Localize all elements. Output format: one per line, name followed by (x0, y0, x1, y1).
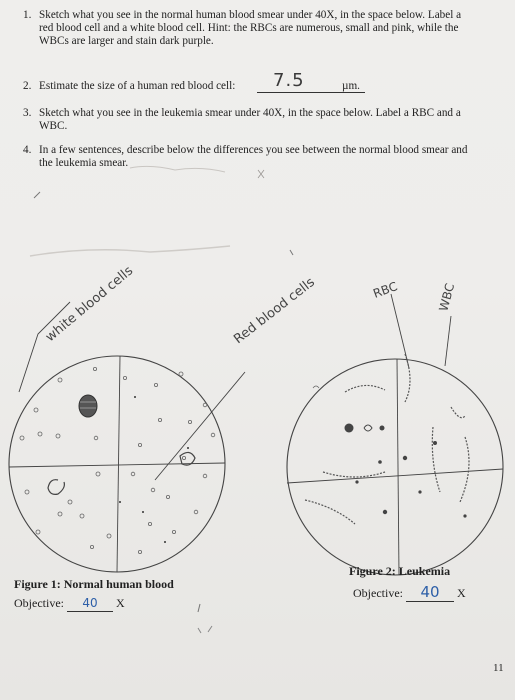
stray-pencil-marks (190, 600, 250, 640)
label-white-blood-cells: white blood cells (42, 263, 137, 346)
label-rbc: RBC (371, 279, 400, 301)
question-text: Estimate the size of a human red blood cell: (39, 80, 236, 92)
question-1 (23, 9, 503, 49)
objective-value-handwritten: 40 (420, 583, 440, 601)
white-blood-cells (345, 424, 467, 518)
question-text-line: Sketch what you see in the leukemia smear under 40X, in the space below. Label a RBC and a (39, 107, 461, 119)
question-3 (23, 107, 503, 135)
microscope-field-circle (287, 359, 503, 575)
figure-2-objective (353, 583, 466, 602)
objective-blank (406, 583, 454, 602)
leukemia-cell-chains (305, 354, 469, 524)
leukemia-smear-sketch (265, 262, 515, 562)
figure-2-caption: Figure 2: Leukemia (349, 564, 451, 578)
label-wbc: WBC (436, 281, 458, 313)
question-text-line: In a few sentences, describe below the differences you see between the normal blood smear and (39, 144, 468, 156)
objective-blank (67, 596, 113, 612)
white-blood-cell (79, 395, 97, 417)
objective-label: Objective: (353, 586, 403, 600)
question-number: 2. (23, 80, 32, 92)
objective-unit: X (456, 586, 466, 600)
figure-1-objective (14, 596, 125, 612)
question-text-line: WBCs are larger and stain dark purple. (39, 35, 214, 47)
question-text-line: the leukemia smear. (39, 157, 129, 169)
objective-value-handwritten: 40 (82, 596, 98, 610)
page-number: 11 (493, 662, 504, 674)
answer-unit: µm. (342, 80, 360, 92)
question-number: 4. (23, 144, 32, 156)
figure-1-caption: Figure 1: Normal human blood (14, 577, 174, 591)
objective-label: Objective: (14, 596, 64, 610)
normal-blood-smear-sketch (0, 262, 318, 562)
question-number: 1. (23, 9, 32, 21)
objective-unit: X (115, 596, 125, 610)
question-2 (23, 80, 443, 100)
label-red-blood-cells: Red blood cells (231, 274, 318, 348)
question-text-line: red blood cell and a white blood cell. Hint: the RBCs are numerous, small and pink, while the (39, 22, 459, 34)
answer-handwritten: 7.5 (273, 70, 305, 91)
question-text-line: WBC. (39, 120, 68, 132)
question-number: 3. (23, 107, 32, 119)
question-text-line: Sketch what you see in the normal human blood smear under 40X, in the space below. Label a (39, 9, 462, 21)
